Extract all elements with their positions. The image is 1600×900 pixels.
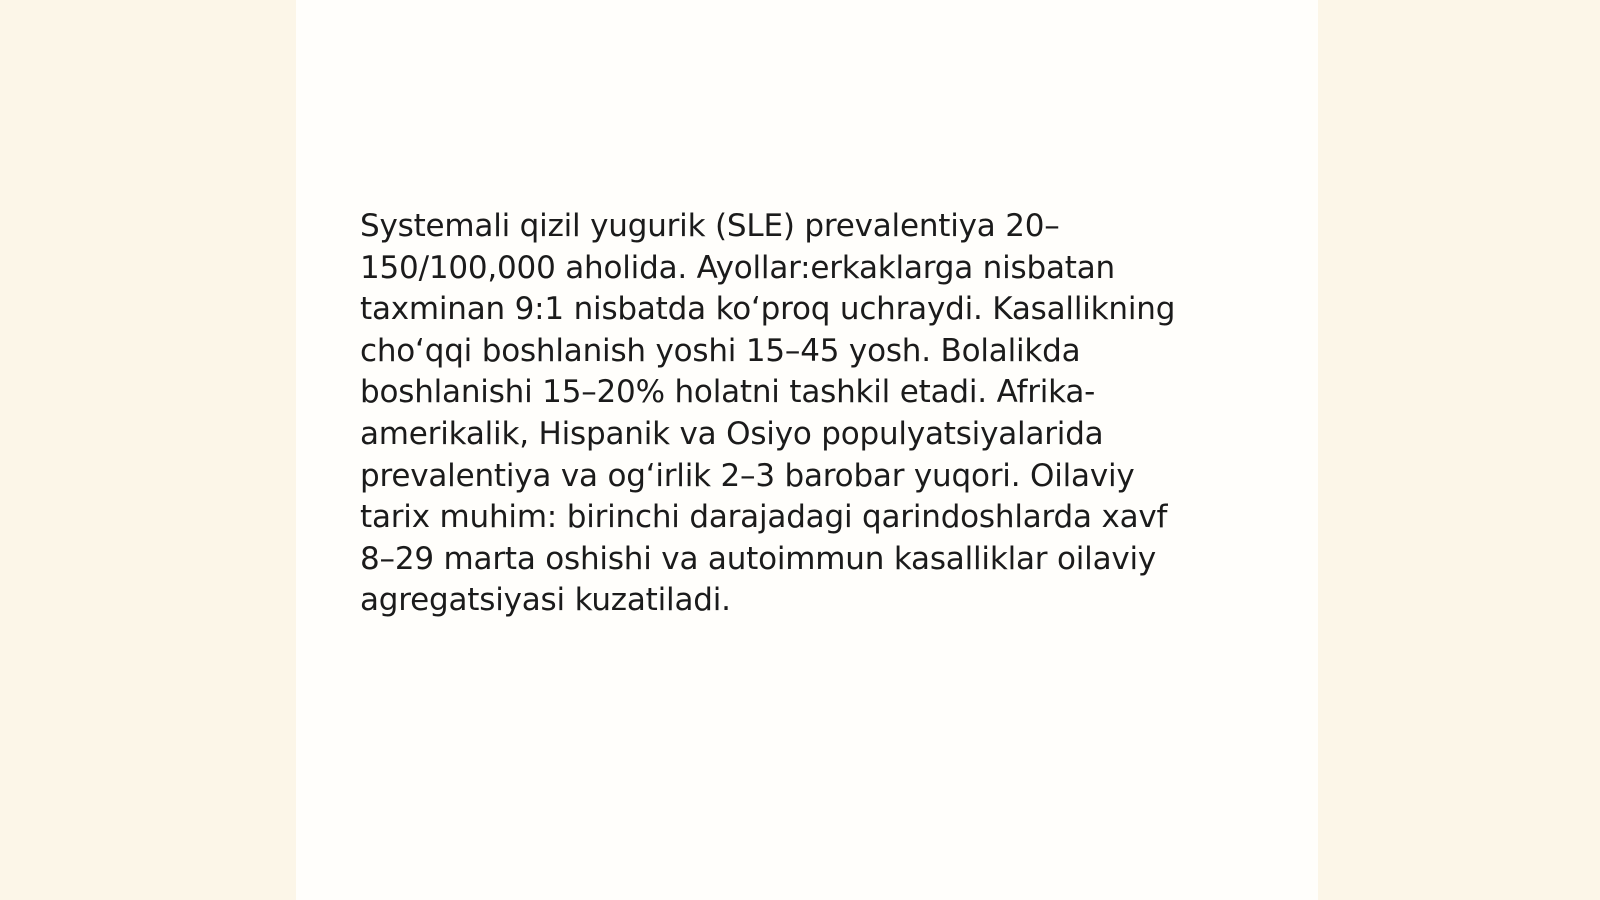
text-line-6: amerikalik, Hispanik va Osiyo populyatsiyalarida	[360, 415, 1104, 452]
slide-canvas	[296, 0, 1318, 900]
text-line-2: 150/100,000 aholida. Ayollar:erkaklarga nisbatan	[360, 249, 1115, 286]
text-line-9: 8–29 marta oshishi va autoimmun kasalliklar oilaviy	[360, 540, 1157, 577]
text-line-5: boshlanishi 15–20% holatni tashkil etadi. Afrika-	[360, 374, 1096, 411]
left-margin-panel	[0, 0, 296, 900]
text-line-3: taxminan 9:1 nisbatda koʻproq uchraydi. Kasallikning	[360, 291, 1176, 328]
text-line-1: Systemali qizil yugurik (SLE) prevalentiya 20–	[360, 208, 1060, 244]
text-line-10: agregatsiyasi kuzatiladi.	[360, 582, 731, 619]
text-line-4: choʻqqi boshlanish yoshi 15–45 yosh. Bolalikda	[360, 332, 1081, 369]
slide-body-text	[360, 206, 1240, 622]
text-line-7: prevalentiya va ogʻirlik 2–3 barobar yuqori. Oilaviy	[360, 457, 1135, 494]
text-line-8: tarix muhim: birinchi darajadagi qarindoshlarda xavf	[360, 499, 1168, 536]
right-margin-panel	[1318, 0, 1600, 900]
